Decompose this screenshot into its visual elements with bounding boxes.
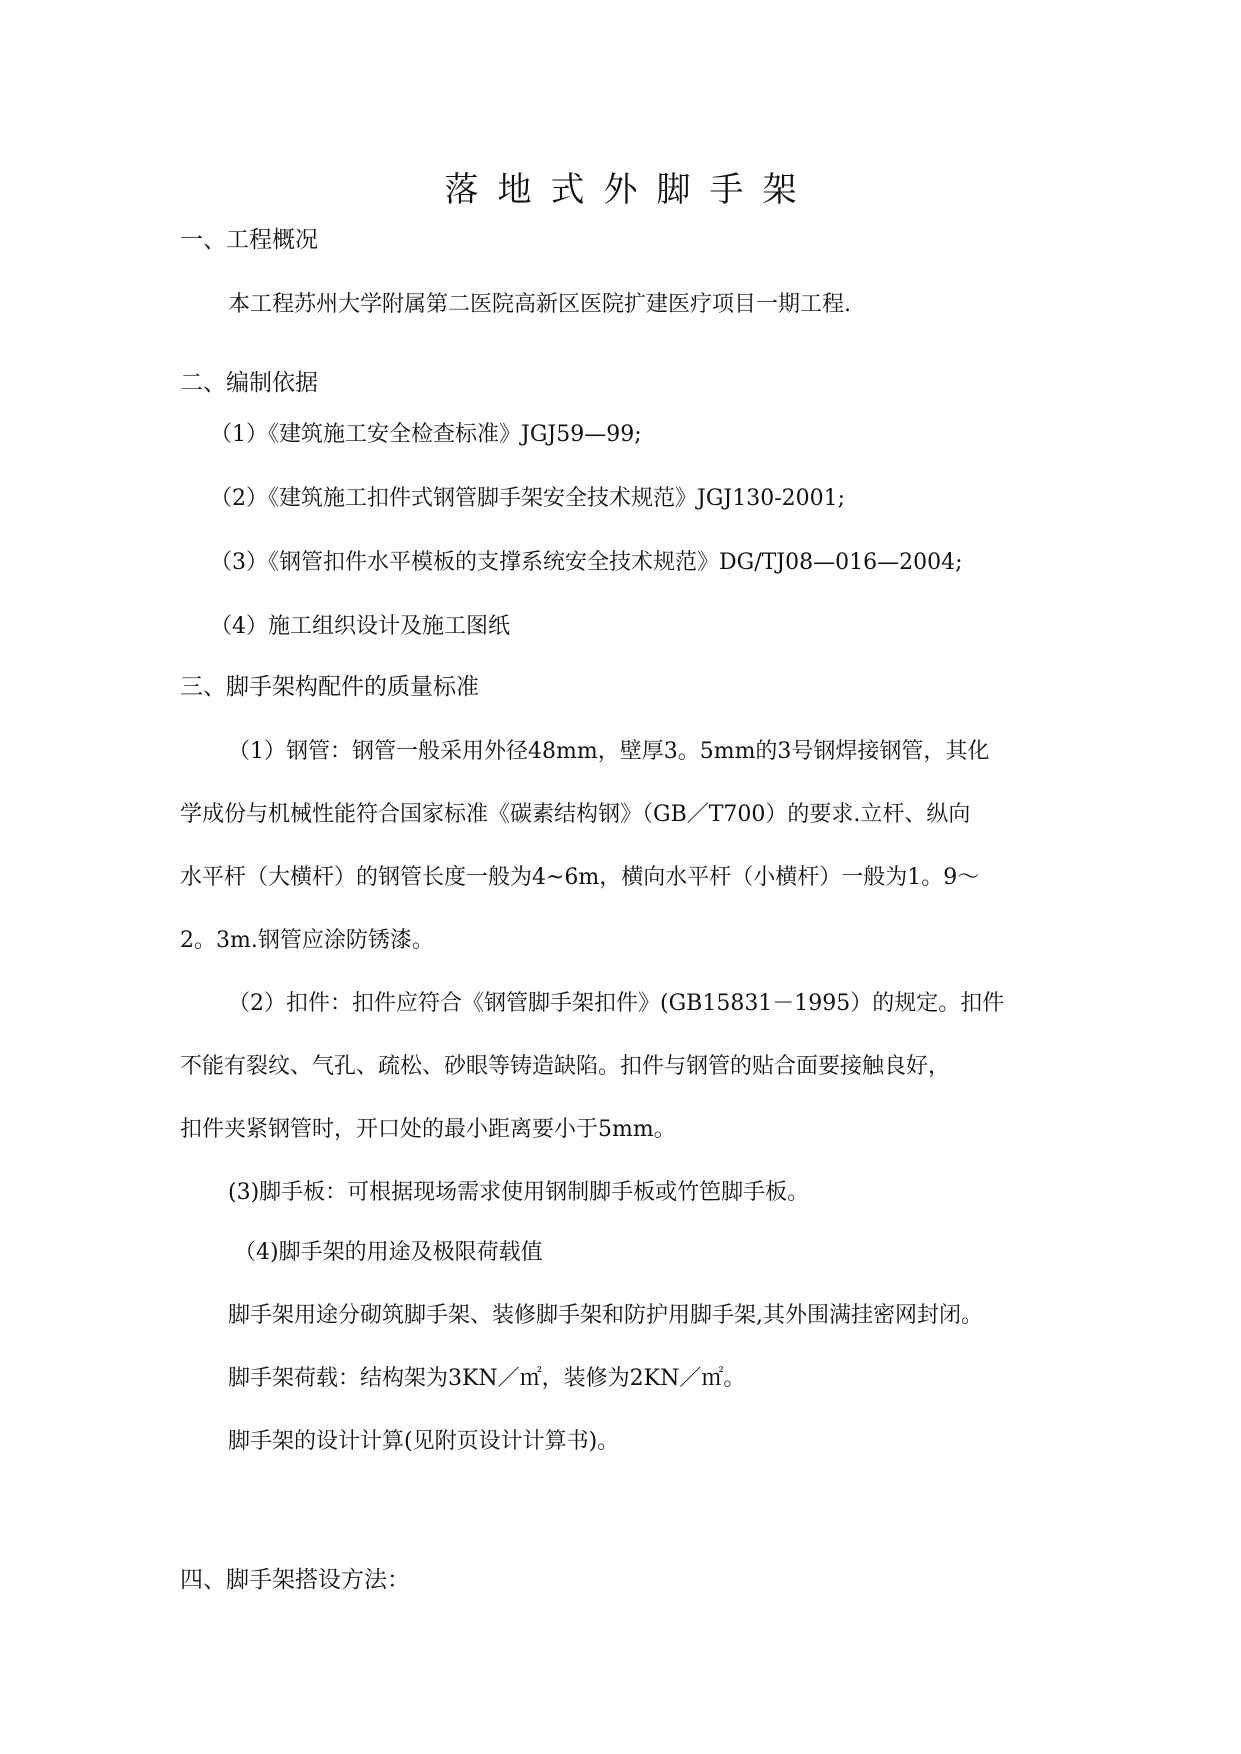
- basis-item-3: （3）《钢管扣件水平模板的支撑系统安全技术规范》DG/TJ08—016—2004;: [210, 550, 963, 575]
- usage-line: 脚手架用途分砌筑脚手架、装修脚手架和防护用脚手架,其外围满挂密网封闭。: [228, 1303, 983, 1328]
- steel-pipe-line-4: 2。3m.钢管应涂防锈漆。: [180, 928, 434, 953]
- scaffold-board-line: (3)脚手板：可根据现场需求使用钢制脚手板或竹笆脚手板。: [228, 1180, 810, 1205]
- coupler-line-2: 不能有裂纹、气孔、疏松、砂眼等铸造缺陷。扣件与钢管的贴合面要接触良好，: [180, 1054, 951, 1079]
- calculation-line: 脚手架的设计计算(见附页设计计算书)。: [228, 1429, 620, 1454]
- steel-pipe-line-1: （1）钢管：钢管一般采用外径48mm，壁厚3。5mm的3号钢焊接钢管，其化: [228, 739, 990, 764]
- page-title: 落地式外脚手架: [444, 170, 816, 210]
- section-heading-basis: 二、编制依据: [180, 370, 318, 396]
- basis-item-2: （2）《建筑施工扣件式钢管脚手架安全技术规范》JGJ130-2001;: [210, 486, 846, 511]
- coupler-line-1: （2）扣件：扣件应符合《钢管脚手架扣件》(GB15831－1995）的规定。扣件: [228, 991, 1005, 1016]
- load-line: 脚手架荷载：结构架为3KN／㎡，装修为2KN／㎡。: [228, 1366, 746, 1391]
- steel-pipe-line-2: 学成份与机械性能符合国家标准《碳素结构钢》（GB／T700）的要求.立杆、纵向: [180, 802, 971, 827]
- basis-item-4: （4）施工组织设计及施工图纸: [210, 614, 510, 639]
- coupler-line-3: 扣件夹紧钢管时，开口处的最小距离要小于5mm。: [180, 1117, 676, 1142]
- usage-load-subheading: （4)脚手架的用途及极限荷载值: [234, 1240, 543, 1265]
- basis-item-1: （1）《建筑施工安全检查标准》JGJ59—99;: [210, 422, 642, 447]
- steel-pipe-line-3: 水平杆（大横杆）的钢管长度一般为4~6m，横向水平杆（小横杆）一般为1。9～: [180, 865, 980, 890]
- overview-paragraph: 本工程苏州大学附属第二医院高新区医院扩建医疗项目一期工程.: [228, 292, 851, 317]
- section-heading-erection: 四、脚手架搭设方法：: [180, 1567, 410, 1593]
- section-heading-overview: 一、工程概况: [180, 227, 318, 253]
- section-heading-quality: 三、脚手架构配件的质量标准: [180, 674, 479, 700]
